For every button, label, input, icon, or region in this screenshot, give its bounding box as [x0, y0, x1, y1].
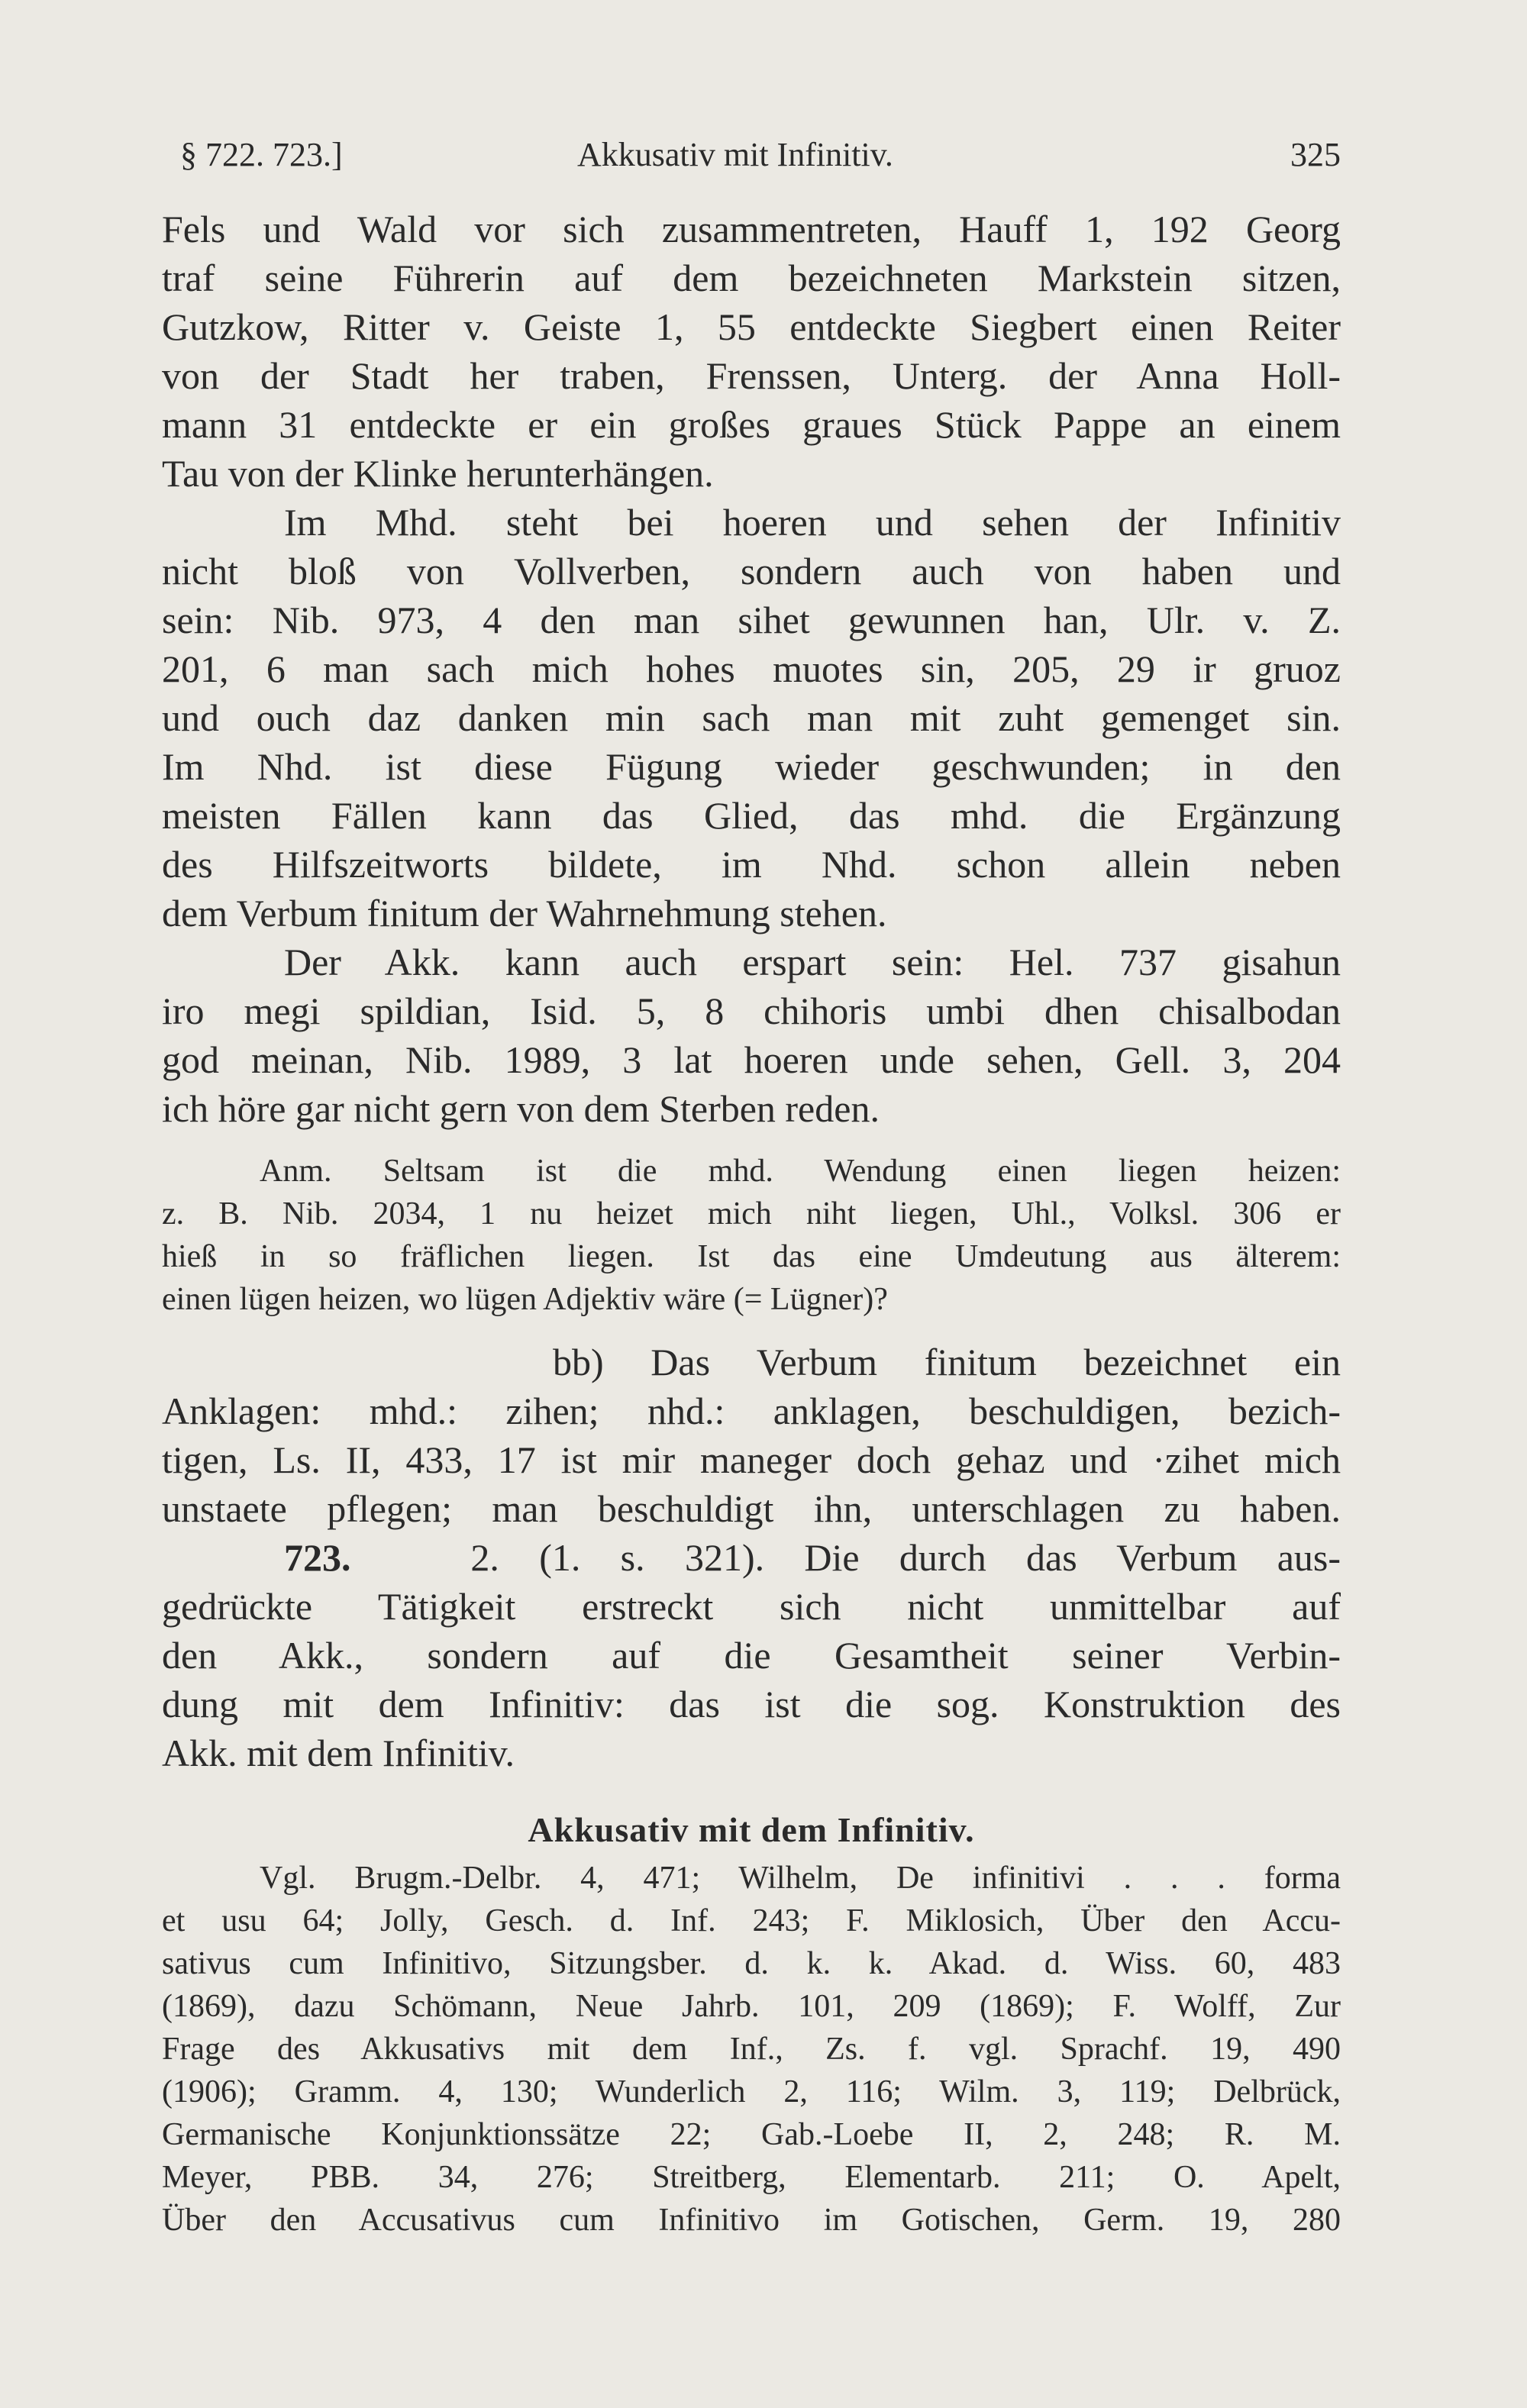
- note-line: z. B. Nib. 2034, 1 nu heizet mich niht liegen, Uhl., Volksl. 306 er: [162, 1196, 1341, 1231]
- text-line: Im Mhd. steht bei hoeren und sehen der Infinitiv: [284, 501, 1341, 544]
- text-line: sein: Nib. 973, 4 den man sihet gewunnen han, Ulr. v. Z.: [162, 599, 1341, 641]
- section-heading: Akkusativ mit dem Infinitiv.: [528, 1810, 975, 1849]
- paragraph-anklagen: [162, 1338, 1341, 1533]
- biblio-line: (1869), dazu Schömann, Neue Jahrb. 101, 209 (1869); F. Wolff, Zur: [162, 1989, 1341, 2024]
- section-reference: § 722. 723.]: [180, 136, 343, 173]
- text-line: 201, 6 man sach mich hohes muotes sin, 205, 29 ir gruoz: [162, 647, 1341, 690]
- note-line: hieß in so fräflichen liegen. Ist das eine Umdeutung aus älterem:: [162, 1239, 1341, 1274]
- biblio-line: sativus cum Infinitivo, Sitzungsber. d. k. k. Akad. d. Wiss. 60, 483: [162, 1946, 1341, 1981]
- running-header: [180, 128, 1341, 182]
- text-line: des Hilfszeitworts bildete, im Nhd. schon allein neben: [162, 843, 1341, 886]
- text-line: iro megi spildian, Isid. 5, 8 chihoris umbi dhen chisalbodan: [162, 989, 1341, 1032]
- biblio-line: Frage des Akkusativs mit dem Inf., Zs. f. vgl. Sprachf. 19, 490: [162, 2032, 1341, 2067]
- paragraph-examples: [162, 205, 1341, 498]
- text-line: Fels und Wald vor sich zusammentreten, Hauff 1, 192 Georg: [162, 208, 1341, 250]
- bibliography: [162, 1857, 1341, 2242]
- annotation-note: [162, 1150, 1341, 1321]
- paragraph-mhd: [162, 498, 1341, 938]
- text-line: nicht bloß von Vollverben, sondern auch von haben und: [162, 550, 1341, 592]
- biblio-line: Vgl. Brugm.-Delbr. 4, 471; Wilhelm, De infinitivi . . . forma: [260, 1861, 1341, 1896]
- text-line: dem Verbum finitum der Wahrnehmung stehen.: [162, 892, 887, 934]
- text-line: unstaete pflegen; man beschuldigt ihn, unterschlagen zu haben.: [162, 1487, 1341, 1530]
- text-line: [162, 1533, 1341, 1582]
- text-line: god meinan, Nib. 1989, 3 lat hoeren unde sehen, Gell. 3, 204: [162, 1038, 1341, 1081]
- text-line: Tau von der Klinke herunterhängen.: [162, 452, 714, 495]
- running-title: Akkusativ mit Infinitiv.: [577, 136, 893, 173]
- text-line: Der Akk. kann auch erspart sein: Hel. 737 gisahun: [284, 941, 1341, 983]
- biblio-line: (1906); Gramm. 4, 130; Wunderlich 2, 116; Wilm. 3, 119; Delbrück,: [162, 2074, 1341, 2109]
- text-line: mann 31 entdeckte er ein großes graues Stück Pappe an einem: [162, 403, 1341, 446]
- paragraph-723: [162, 1533, 1341, 1777]
- section-number: 723.: [284, 1536, 351, 1579]
- text-line: meisten Fällen kann das Glied, das mhd. die Ergänzung: [162, 794, 1341, 837]
- text-span: 2. (1. s. 321). Die durch das Verbum aus-: [470, 1536, 1341, 1579]
- body-text: [162, 205, 1341, 2242]
- text-line: dung mit dem Infinitiv: das ist die sog. Konstruktion des: [162, 1683, 1341, 1725]
- note-line: einen lügen heizen, wo lügen Adjektiv wäre (= Lügner)?: [162, 1282, 888, 1317]
- text-line: Akk. mit dem Infinitiv.: [162, 1732, 515, 1774]
- text-line: und ouch daz danken min sach man mit zuht gemenget sin.: [162, 696, 1341, 739]
- text-line: Anklagen: mhd.: zihen; nhd.: anklagen, beschuldigen, bezich-: [162, 1390, 1341, 1432]
- text-line: Gutzkow, Ritter v. Geiste 1, 55 entdeckte Siegbert einen Reiter: [162, 305, 1341, 348]
- text-line: gedrückte Tätigkeit erstreckt sich nicht unmittelbar auf: [162, 1585, 1341, 1628]
- page-number: 325: [1290, 136, 1341, 173]
- text-line: bb) Das Verbum finitum bezeichnet ein: [553, 1341, 1341, 1383]
- biblio-line: Germanische Konjunktionssätze 22; Gab.-Loebe II, 2, 248; R. M.: [162, 2117, 1341, 2152]
- text-line: den Akk., sondern auf die Gesamtheit seiner Verbin-: [162, 1634, 1341, 1677]
- note-line: Anm. Seltsam ist die mhd. Wendung einen liegen heizen:: [260, 1154, 1341, 1189]
- biblio-line: Meyer, PBB. 34, 276; Streitberg, Elementarb. 211; O. Apelt,: [162, 2160, 1341, 2195]
- text-line: ich höre gar nicht gern von dem Sterben reden.: [162, 1087, 880, 1130]
- text-line: Im Nhd. ist diese Fügung wieder geschwunden; in den: [162, 745, 1341, 788]
- text-line: traf seine Führerin auf dem bezeichneten Markstein sitzen,: [162, 257, 1341, 299]
- paragraph-akk-erspart: [162, 938, 1341, 1133]
- text-line: tigen, Ls. II, 433, 17 ist mir maneger doch gehaz und ·zihet mich: [162, 1438, 1341, 1481]
- biblio-line: Über den Accusativus cum Infinitivo im Gotischen, Germ. 19, 280: [162, 2203, 1341, 2238]
- text-line: von der Stadt her traben, Frenssen, Unterg. der Anna Holl-: [162, 354, 1341, 397]
- biblio-line: et usu 64; Jolly, Gesch. d. Inf. 243; F. Miklosich, Über den Accu-: [162, 1903, 1341, 1938]
